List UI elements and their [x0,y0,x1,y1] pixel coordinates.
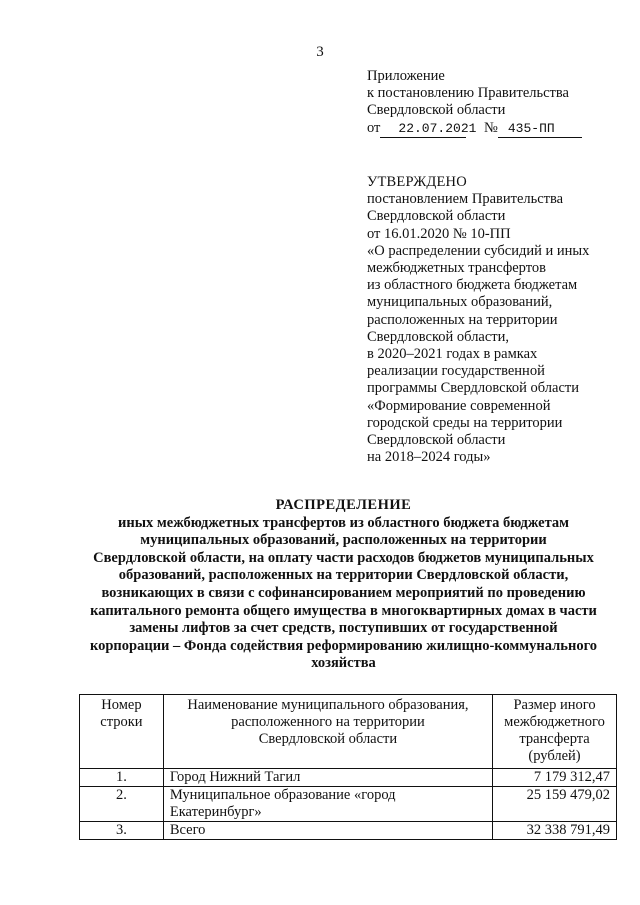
name-line: Город Нижний Тагил [169,769,301,785]
table-row [80,787,617,822]
header-line: трансферта [519,731,590,747]
appendix-date-line [367,120,582,138]
header-municipality [163,695,492,769]
title-line: хозяйства [311,655,376,672]
header-line: Номер [101,697,142,713]
approval-line: в 2020–2021 годах в рамках [367,346,538,363]
transfer-amount: 7 179 312,47 [493,769,617,787]
name-line: Муниципальное образование «город [169,787,396,803]
approval-line: «О распределении субсидий и иных [367,242,590,259]
date-value: 22.07.2021 [398,120,477,136]
approval-line: Свердловской области [367,432,506,449]
approval-line: на 2018–2024 годы» [367,449,491,466]
title-line: образований, расположенных на территории Свердловской области, [118,567,569,584]
approval-line: реализации государственной [367,363,545,380]
row-number: 1. [80,769,164,787]
approval-line: расположенных на территории [367,311,558,328]
header-line: строки [100,714,143,730]
approval-line: Свердловской области, [367,328,510,345]
title-line: иных межбюджетных трансфертов из областного бюджета бюджетам [117,514,570,531]
title-line: капитального ремонта общего имущества в многоквартирных домах в части [90,602,597,619]
transfer-amount: 32 338 791,49 [493,822,617,840]
transfer-amount: 25 159 479,02 [493,787,617,822]
municipality-name [163,769,492,787]
name-line: Всего [169,822,206,838]
title-line: возникающих в связи с софинансированием мероприятий по проведению [101,584,586,601]
title-main: РАСПРЕДЕЛЕНИЕ [275,497,412,513]
approval-heading: УТВЕРЖДЕНО [367,174,467,190]
approval-line: Свердловской области [367,208,506,225]
date-prefix: от [367,119,381,136]
title-line: замены лифтов за счет средств, поступивших от государственной [129,620,558,637]
approval-line: межбюджетных трансфертов [367,260,546,277]
name-line: Екатеринбург» [169,804,262,820]
approval-line: от 16.01.2020 № 10-ПП [367,225,511,242]
appendix-line: Приложение [367,68,445,84]
header-line: расположенного на территории [231,714,425,730]
approval-line: городской среды на территории [367,414,563,431]
row-number: 2. [80,787,164,822]
approval-line: «Формирование современной [367,397,551,414]
table-row [80,769,617,787]
number-field [498,120,582,138]
approval-line: программы Свердловской области [367,380,580,397]
document-title [70,497,617,673]
header-line: межбюджетного [504,714,605,730]
number-prefix: № [484,119,498,136]
header-line: Наименование муниципального образования, [187,697,469,713]
number-value: 435-ПП [507,120,555,136]
header-row-number [80,695,164,769]
appendix-line: Свердловской области [367,102,506,119]
row-number: 3. [80,822,164,840]
distribution-table [79,694,617,840]
appendix-line: к постановлению Правительства [367,85,569,102]
approval-block [367,174,589,466]
approval-line: постановлением Правительства [367,191,564,208]
approval-line: муниципальных образований, [367,294,553,311]
header-line: Размер иного [513,697,596,713]
title-line: муниципальных образований, расположенных на территории [140,532,547,549]
municipality-name [163,822,492,840]
header-line: Свердловской области [258,731,398,747]
approval-line: из областного бюджета бюджетам [367,277,578,294]
header-amount [493,695,617,769]
date-field [380,120,477,138]
appendix-block [367,68,582,138]
municipality-name [163,787,492,822]
title-line: Свердловской области, на оплату части расходов бюджетов муниципальных [93,549,594,566]
title-line: корпорации – Фонда содействия реформированию жилищно-коммунального [89,637,598,654]
table-row-total [80,822,617,840]
table-header-row [80,695,617,769]
page-number: 3 [316,44,324,60]
header-line: (рублей) [528,748,581,764]
